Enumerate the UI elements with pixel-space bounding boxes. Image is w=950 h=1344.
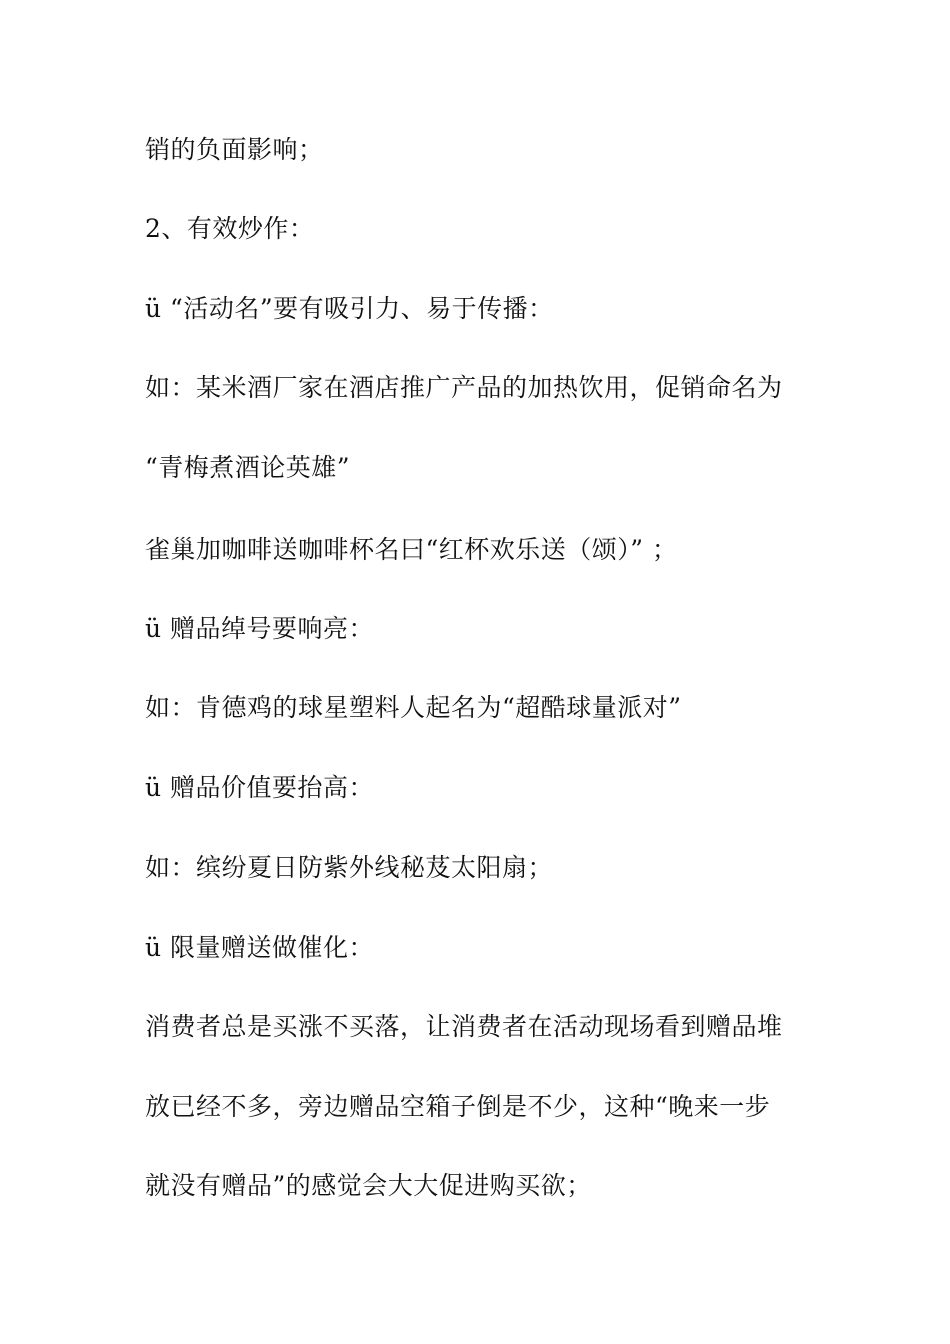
text-line-13: 放已经不多，旁边赠品空箱子倒是不少，这种“晚来一步: [145, 1092, 771, 1121]
text-line-5: “青梅煮酒论英雄”: [145, 453, 351, 482]
text-line-2: 2、有效炒作：: [145, 214, 315, 243]
text-line-9: ü 赠品价值要抬高：: [145, 773, 375, 802]
text-line-12: 消费者总是买涨不买落，让消费者在活动现场看到赠品堆: [145, 1012, 783, 1041]
text-line-14: 就没有赠品”的感觉会大大促进购买欲；: [145, 1171, 592, 1200]
text-line-4: 如：某米酒厂家在酒店推广产品的加热饮用，促销命名为: [145, 373, 783, 402]
text-line-6: 雀巢加咖啡送咖啡杯名曰“红杯欢乐送（颂）” ；: [145, 535, 678, 564]
text-line-3: ü “活动名”要有吸引力、易于传播：: [145, 294, 554, 323]
text-line-11: ü 限量赠送做催化：: [145, 933, 375, 962]
text-line-8: 如：肯德鸡的球星塑料人起名为“超酷球量派对”: [145, 693, 682, 722]
text-line-1: 销的负面影响；: [145, 135, 324, 164]
text-line-10: 如：缤纷夏日防紫外线秘芨太阳扇；: [145, 853, 554, 882]
text-line-7: ü 赠品绰号要响亮：: [145, 614, 375, 643]
